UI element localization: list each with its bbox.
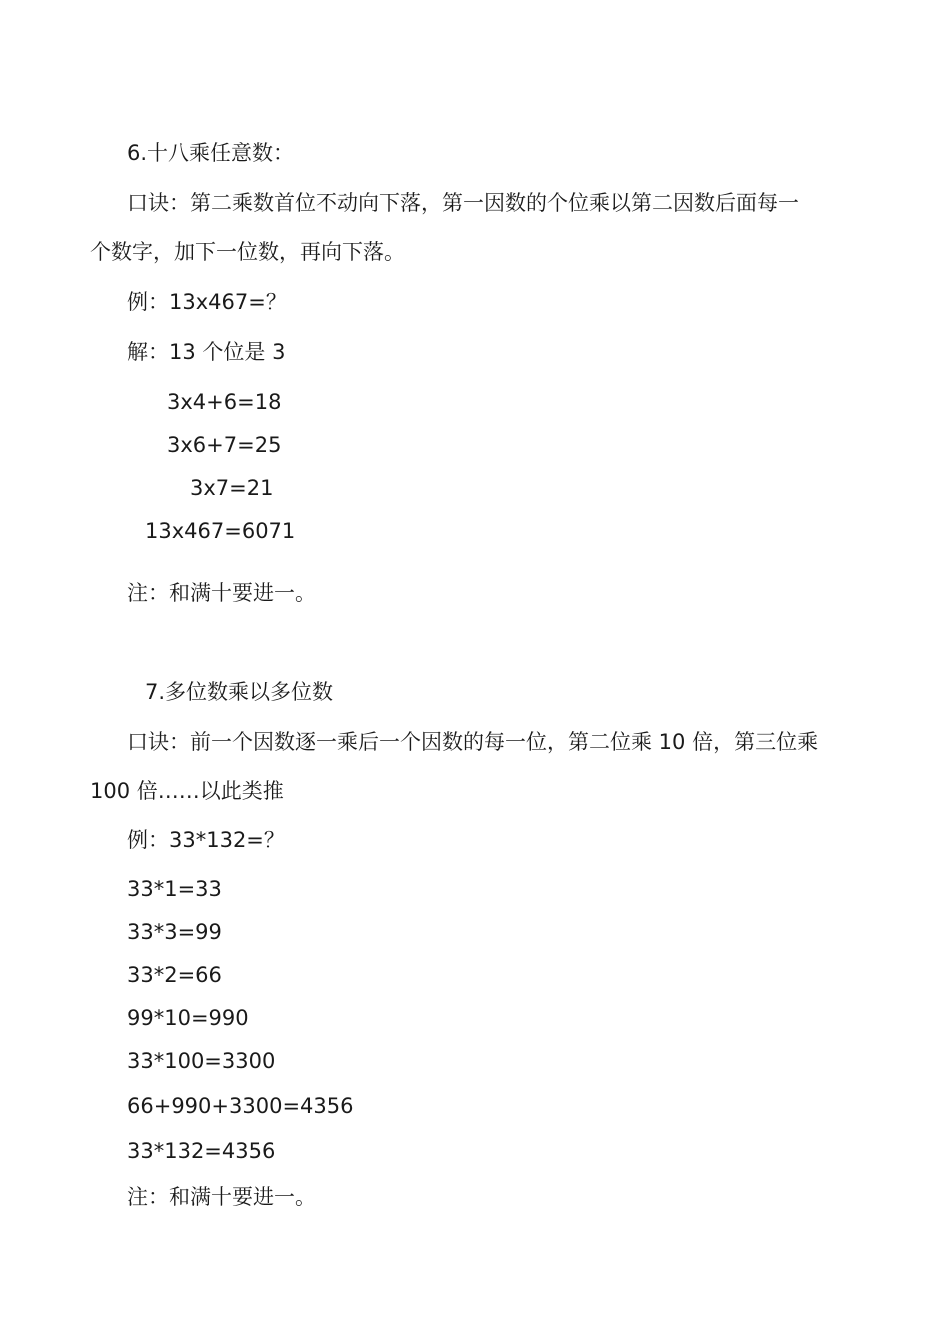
section-6-step-3: 3x7=21 [190,476,274,500]
section-7-step-6: 66+990+3300=4356 [127,1094,354,1118]
section-7-step-5: 33*100=3300 [127,1049,276,1073]
section-7-step-1: 33*1=33 [127,877,222,901]
section-7-rule-line-2: 100 倍……以此类推 [90,779,284,803]
section-6-title: 6.十八乘任意数： [127,141,295,165]
section-7-note: 注：和满十要进一。 [127,1185,316,1209]
section-6-note: 注：和满十要进一。 [127,581,316,605]
section-6-rule-line-1: 口诀：第二乘数首位不动向下落，第一因数的个位乘以第二因数后面每一 [127,191,799,215]
section-6-example: 例：13x467=？ [127,290,287,314]
section-7-step-2: 33*3=99 [127,920,222,944]
section-7-title: 7.多位数乘以多位数 [145,680,334,704]
section-6-step-2: 3x6+7=25 [167,433,282,457]
section-6-solution-intro: 解：13 个位是 3 [127,340,286,364]
section-6-step-4: 13x467=6071 [145,519,296,543]
section-6-step-1: 3x4+6=18 [167,390,282,414]
section-6-rule-line-2: 个数字，加下一位数，再向下落。 [90,240,405,264]
section-7-example: 例：33*132=？ [127,828,285,852]
section-7-step-7: 33*132=4356 [127,1139,276,1163]
section-7-step-4: 99*10=990 [127,1006,249,1030]
section-7-rule-line-1: 口诀：前一个因数逐一乘后一个因数的每一位，第二位乘 10 倍，第三位乘 [127,730,819,754]
section-7-step-3: 33*2=66 [127,963,222,987]
